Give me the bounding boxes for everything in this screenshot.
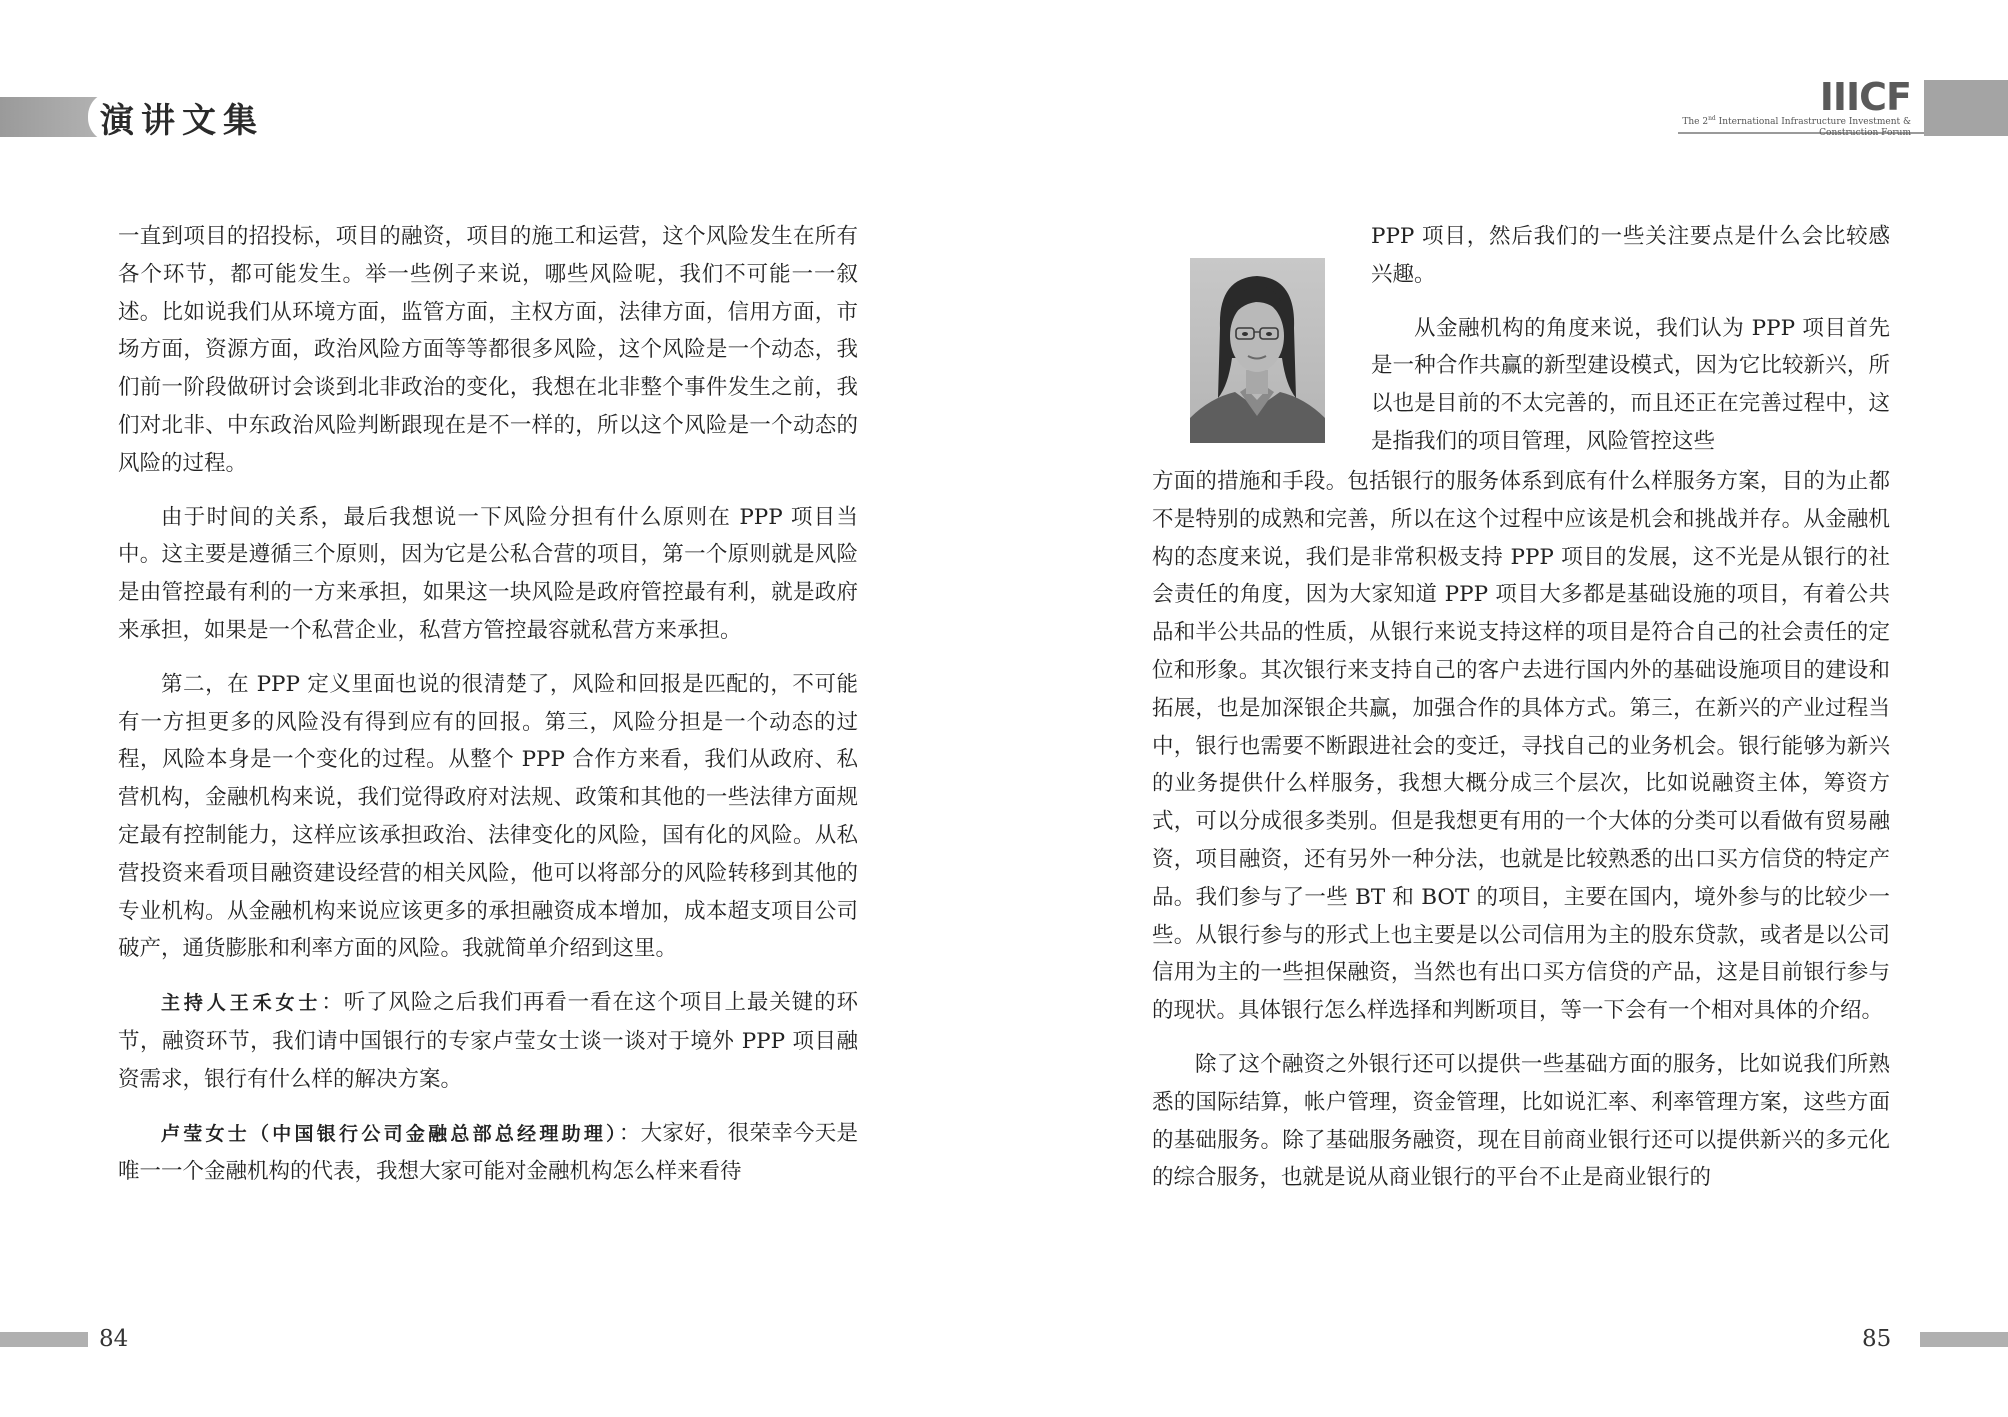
footer-bar-right: [1920, 1332, 2008, 1347]
paragraph: [118, 984, 858, 1098]
section-title: 演讲文集: [100, 100, 264, 141]
left-page-body: [118, 218, 858, 1191]
paragraph: 除了这个融资之外银行还可以提供一些基础方面的服务，比如说我们所熟悉的国际结算，帐户管理，资金管理，比如说汇率、利率管理方案，这些方面的基础服务。除了基础服务融资，现在目前商业银行还可以提供新兴的多元化的综合服务，也就是说从商业银行的平台不止是商业银行的: [1152, 1051, 1890, 1191]
speaker-name: 卢莹女士（中国银行公司金融总部总经理助理）: [161, 1122, 619, 1145]
speaker-text: ：听了风险之后我们再看一看在这个项目上最关键的环节，融资环节，我们请中国银行的专家卢莹女士谈一谈对于境外 PPP 项目融资需求，银行有什么样的解决方案。: [118, 990, 858, 1092]
paragraph: [118, 1115, 858, 1192]
iiicf-logo: IIICF: [1819, 75, 1911, 119]
page-number-left: 84: [99, 1326, 129, 1352]
portrait-image: [1190, 258, 1325, 443]
header-title-box: [88, 92, 278, 142]
right-page-body-lower: [1152, 463, 1890, 1197]
speaker-photo: [1190, 258, 1325, 443]
forum-line-1: The 2nd International Infrastructure Investment &: [1682, 115, 1911, 127]
paragraph: 由于时间的关系，最后我想说一下风险分担有什么原则在 PPP 项目当中。这主要是遵循三个原则，因为它是公私合营的项目，第一个原则就是风险是由管控最有利的一方来承担，如果这一块风险是政府管控最有利，就是政府来承担，如果是一个私营企业，私营方管控最容就私营方来承担。: [118, 504, 858, 643]
paragraph: 从金融机构的角度来说，我们认为 PPP 项目首先是一种合作共赢的新型建设模式，因为它比较新兴，所以也是目前的不太完善的，而且还正在完善过程中，这是指我们的项目管理，风险管控这些: [1371, 315, 1890, 454]
page-number-right: 85: [1862, 1326, 1892, 1352]
speaker-text: ：大家好，很荣幸今天是唯一一个金融机构的代表，我想大家可能对金融机构怎么样来看待: [118, 1120, 858, 1185]
right-page-body-top: [1371, 218, 1890, 461]
forum-line-2: Construction Forum: [1819, 128, 1911, 138]
paragraph: 第二，在 PPP 定义里面也说的很清楚了，风险和回报是匹配的，不可能有一方担更多的风险没有得到应有的回报。第三，风险分担是一个动态的过程，风险本身是一个变化的过程。从整个 PPP 合作方来看，我们从政府、私营机构，金融机构来说，我们觉得政府对法规、政策和其他的一些法律方面规定最有控制能力，这样应该承担政治、法律变化的风险，国有化的风险。从私营投资来看项目融资建设经营的相关风险，他可以将部分的风险转移到其他的专业机构。从金融机构来说应该更多的承担融资成本增加，成本超支项目公司破产，通货膨胀和利率方面的风险。我就简单介绍到这里。: [118, 671, 858, 962]
speaker-name: 主持人王禾女士: [161, 992, 322, 1015]
paragraph: 方面的措施和手段。包括银行的服务体系到底有什么样服务方案，目的为止都不是特别的成熟和完善，所以在这个过程中应该是机会和挑战并存。从金融机构的态度来说，我们是非常积极支持 PPP 项目的发展，这不光是从银行的社会责任的角度，因为大家知道 PPP 项目大多都是基础设施的项目，有着公共品和半公共品的性质，从银行来说支持这样的项目是符合自己的社会责任的定位和形象。其次银行来支持自己的客户去进行国内外的基础设施项目的建设和拓展，也是加深银企共赢，加强合作的具体方式。第三，在新兴的产业过程当中，银行也需要不断跟进社会的变迁，寻找自己的业务机会。银行能够为新兴的业务提供什么样服务，我想大概分成三个层次，比如说融资主体，筹资方式，可以分成很多类别。但是我想更有用的一个大体的分类可以看做有贸易融资，项目融资，还有另外一种分法，也就是比较熟悉的出口买方信贷的特定产品。我们参与了一些 BT 和 BOT 的项目，主要在国内，境外参与的比较少一些。从银行参与的形式上也主要是以公司信用为主的股东贷款，或者是以公司信用为主的一些担保融资，当然也有出口买方信贷的产品，这是目前银行参与的现状。具体银行怎么样选择和判断项目，等一下会有一个相对具体的介绍。: [1152, 469, 1890, 1024]
paragraph: PPP 项目，然后我们的一些关注要点是什么会比较感兴趣。: [1371, 224, 1890, 287]
header-band-right: [1924, 80, 2008, 136]
footer-bar-left: [0, 1332, 88, 1347]
paragraph: 一直到项目的招投标，项目的融资，项目的施工和运营，这个风险发生在所有各个环节，都可能发生。举一些例子来说，哪些风险呢，我们不可能一一叙述。比如说我们从环境方面，监管方面，主权方面，法律方面，信用方面，市场方面，资源方面，政治风险方面等等都很多风险，这个风险是一个动态，我们前一阶段做研讨会谈到北非政治的变化，我想在北非整个事件发生之前，我们对北非、中东政治风险判断跟现在是不一样的，所以这个风险是一个动态的风险的过程。: [118, 224, 858, 476]
forum-name: [1651, 113, 1911, 139]
